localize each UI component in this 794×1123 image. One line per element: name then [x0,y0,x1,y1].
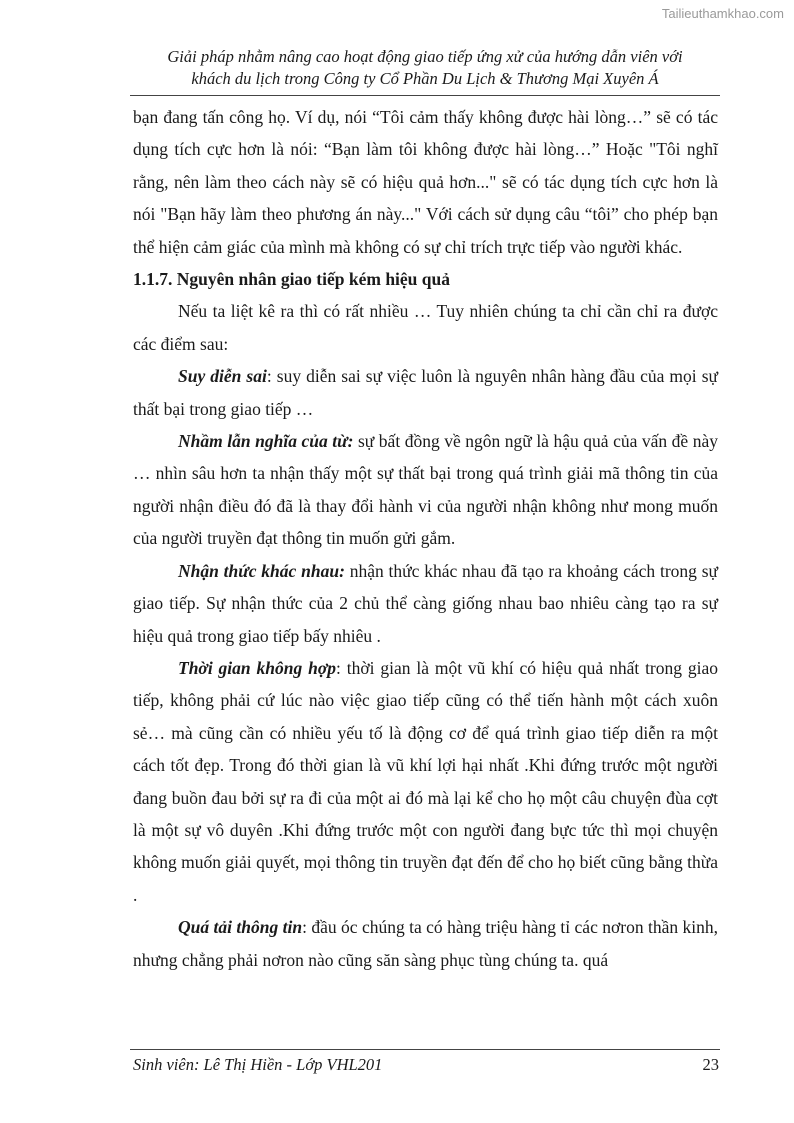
cause-item-misinference [133,360,718,425]
cause-separator: : [302,917,307,938]
watermark: Tailieuthamkhao.com [661,6,784,21]
header-divider [130,95,720,96]
running-header [130,46,720,90]
cause-separator: : [335,657,341,678]
header-line-2: khách du lịch trong Công ty Cổ Phần Du Lịch & Thương Mại Xuyên Á [191,69,659,88]
intro-paragraph: bạn đang tấn công họ. Ví dụ, nói “Tôi cảm thấy không được hài lòng…” sẽ có tác dụng tích cực hơn là nói: “Bạn làm tôi không được hài lòng…” Hoặc "Tôi nghĩ rằng, nên làm theo cách này sẽ có hiệu quả hơn..." sẽ có tác dụng tích cực hơn là nói "Bạn hãy làm theo phương án này..." Với cách sử dụng câu “tôi” cho phép bạn thể hiện cảm giác của mình mà không có sự chỉ trích trực tiếp vào người khác. [133,107,718,257]
cause-item-perception [133,555,718,652]
footer-divider [130,1049,720,1050]
page-number: 23 [702,1055,719,1074]
cause-text: đầu óc chúng ta có hàng triệu hàng tỉ các nơron thần kinh, nhưng chẳng phải nơron nào cũng săn sàng phục tùng chúng ta. quá [133,917,718,970]
cause-item-overload [133,911,718,976]
cause-term: Quá tải thông tin [178,917,303,938]
cause-text: suy diễn sai sự việc luôn là nguyên nhân hàng đầu của mọi sự thất bại trong giao tiếp … [133,366,718,419]
cause-item-timing [133,652,718,911]
cause-term: Thời gian không hợp [178,657,336,678]
cause-text: sự bất đồng về ngôn ngữ là hậu quả của vấn đề này … nhìn sâu hơn ta nhận thấy một sự thất bại trong quá trình giải mã thông tin của người nhận điều đó đã là thay đổi hành vi của người nhận không như mong muốn của người truyền đạt thông tin muốn gửi gắm. [133,431,718,549]
cause-term: Suy diễn sai [178,366,267,387]
cause-text: thời gian là một vũ khí có hiệu quả nhất trong giao tiếp, không phải cứ lúc nào việc giao tiếp cũng có thể tiến hành một cách xuôn sẻ… mà cũng cần có nhiều yếu tố là động cơ để quá trình giao tiếp diễn ra một cách tốt đẹp. Trong đó thời gian là vũ khí lợi hại nhất .Khi đứng trước một người đang buồn đau bởi sự ra đi của một ai đó mà lại kể cho họ một câu chuyện đùa cợt là một sự vô duyên .Khi đứng trước một con người đang bực tức thì mọi chuyện không muốn giải quyết, mọi thông tin truyền đạt đến để cho họ biết cũng bằng thừa . [133,657,719,905]
section-heading: 1.1.7. Nguyên nhân giao tiếp kém hiệu quả [133,269,451,290]
cause-item-word-meaning [133,425,718,555]
cause-text: nhận thức khác nhau đã tạo ra khoảng cách trong sự giao tiếp. Sự nhận thức của 2 chủ thể càng giống nhau bao nhiêu càng tạo ra sự hiệu quả trong giao tiếp bấy nhiêu . [133,560,718,646]
lead-paragraph: Nếu ta liệt kê ra thì có rất nhiều … Tuy nhiên chúng ta chỉ cần chỉ ra được các điểm sau: [133,301,718,354]
page-body [133,101,718,976]
header-line-1: Giải pháp nhằm nâng cao hoạt động giao tiếp ứng xử của hướng dẫn viên với [167,47,683,66]
footer-author: Sinh viên: Lê Thị Hiền - Lớp VHL201 [133,1055,383,1074]
cause-term: Nhầm lẫn nghĩa của từ: [178,431,354,452]
cause-term: Nhận thức khác nhau: [178,560,345,581]
cause-separator: : [266,366,272,387]
